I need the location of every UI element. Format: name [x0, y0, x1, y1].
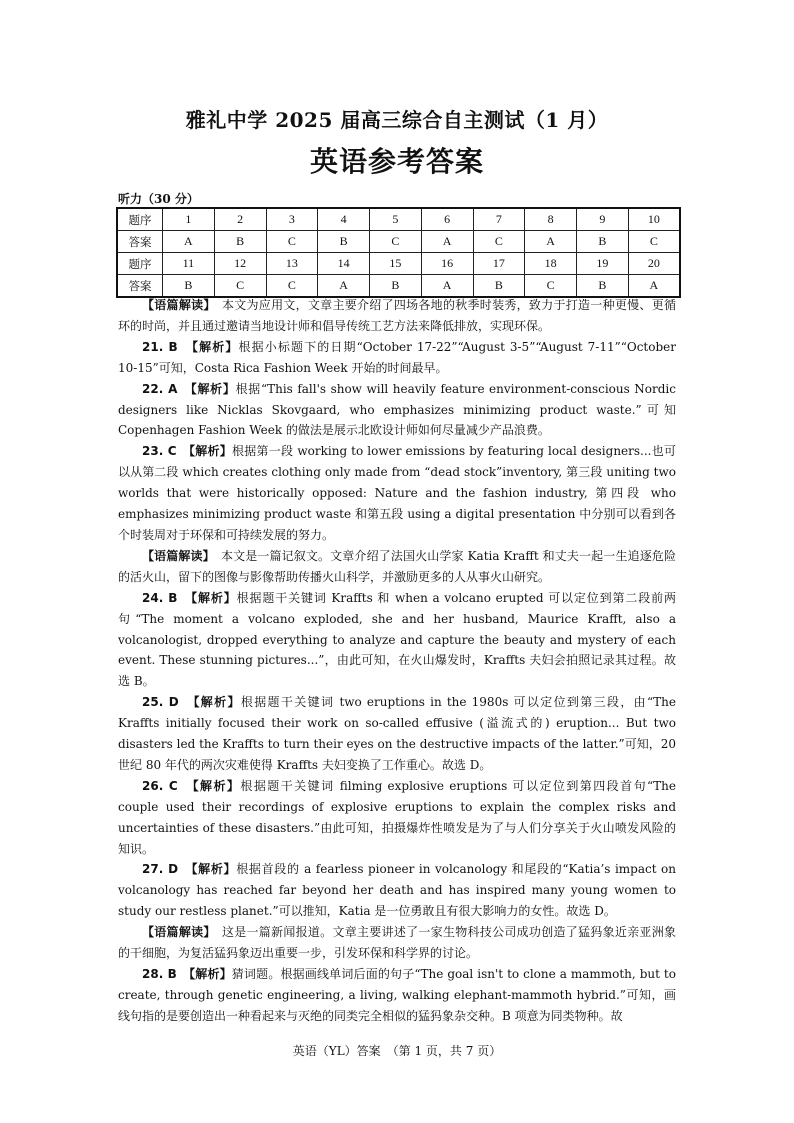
- table-cell: B: [577, 231, 629, 253]
- table-cell: A: [163, 231, 215, 253]
- row-header-cell: 答案: [117, 231, 163, 253]
- table-cell: 6: [421, 208, 473, 231]
- table-cell: 2: [214, 208, 266, 231]
- table-cell: A: [628, 275, 680, 298]
- table-cell: 9: [577, 208, 629, 231]
- table-cell: 13: [266, 253, 318, 275]
- table-cell: 19: [577, 253, 629, 275]
- table-cell: 5: [370, 208, 422, 231]
- explanation-paragraph: [118, 295, 676, 337]
- row-header-cell: 答案: [117, 275, 163, 298]
- table-cell: B: [214, 231, 266, 253]
- paragraph-tag: 27. D 【解析】: [142, 862, 237, 877]
- paragraph-tag: 26. C 【解析】: [142, 778, 241, 793]
- table-cell: 14: [318, 253, 370, 275]
- answer-explanations: [118, 295, 676, 1027]
- table-cell: 12: [214, 253, 266, 275]
- paragraph-text: 本文为应用文，文章主要介绍了四场各地的秋季时装秀，致力于打造一种更慢、更循环的时尚，并且通过邀请当地设计师和倡导传统工艺方法来降低排放，实现环保。: [118, 298, 676, 333]
- paragraph-text: 本文是一篇记叙文。文章介绍了法国火山学家 Katia Krafft 和丈夫一起一生追逐危险的活火山，留下的图像与影像帮助传播火山科学，并激励更多的人从事火山研究。: [118, 548, 676, 584]
- explanation-paragraph: [118, 546, 676, 588]
- paragraph-tag: 28. B 【解析】: [142, 967, 232, 981]
- paragraph-tag: 23. C 【解析】: [142, 444, 233, 459]
- table-cell: A: [318, 275, 370, 298]
- table-cell: 20: [628, 253, 680, 275]
- table-row: [117, 253, 680, 275]
- explanation-paragraph: [118, 441, 676, 546]
- listening-answer-table: [116, 207, 681, 298]
- table-cell: C: [473, 231, 525, 253]
- exam-title: 雅礼中学 2025 届高三综合自主测试（1 月）: [185, 108, 609, 132]
- page-title: 英语参考答案: [309, 145, 484, 178]
- table-row: [117, 231, 680, 253]
- table-cell: 11: [163, 253, 215, 275]
- paragraph-text: 根据首段的 a fearless pioneer in volcanology 和尾段的“Katia’s impact on volcanology has reached far beyond her death and has inspired many young women to study our restless planet.”可以推知，Katia 是一位勇敢且有很大影响力的女性。故选 D。: [118, 862, 676, 919]
- paragraph-text: 猜词题。根据画线单词后面的句子“The goal isn't to clone a mammoth, but to create, through genetic engineering, a living, walking elephant-mammoth hybrid.”可知，画线句指的是要创造出一种看起来与灭绝的同类完全相似的猛犸象杂交种。B 项意为同类物种。故: [118, 967, 676, 1023]
- explanation-paragraph: [118, 337, 676, 379]
- paragraph-tag: 21. B 【解析】: [142, 339, 239, 354]
- table-cell: B: [370, 275, 422, 298]
- table-cell: C: [266, 275, 318, 298]
- table-cell: 8: [525, 208, 577, 231]
- table-cell: C: [214, 275, 266, 298]
- table-row: [117, 275, 680, 298]
- table-cell: B: [163, 275, 215, 298]
- explanation-paragraph: [118, 859, 676, 922]
- table-cell: A: [525, 231, 577, 253]
- table-cell: C: [266, 231, 318, 253]
- explanation-paragraph: [118, 776, 676, 860]
- table-cell: B: [473, 275, 525, 298]
- table-row: [117, 208, 680, 231]
- paragraph-text: 根据“This fall's show will heavily feature environment-conscious Nordic designers like Nicklas Skovgaard, who emphasizes minimizing product waste.”可知 Copenhagen Fashion Week 的做法是展示北欧设计师如何尽量减少产品浪费。: [118, 381, 676, 438]
- table-cell: C: [628, 231, 680, 253]
- table-cell: 7: [473, 208, 525, 231]
- paragraph-text: 这是一篇新闻报道。文章主要讲述了一家生物科技公司成功创造了猛犸象近亲亚洲象的干细胞，为复活猛犸象迈出重要一步，引发环保和科学界的讨论。: [118, 925, 676, 961]
- table-cell: A: [421, 275, 473, 298]
- explanation-paragraph: [118, 964, 676, 1027]
- table-cell: 10: [628, 208, 680, 231]
- paragraph-tag: 25. D 【解析】: [142, 695, 241, 710]
- table-cell: 16: [421, 253, 473, 275]
- paragraph-tag: 24. B 【解析】: [142, 590, 237, 605]
- page-footer: 英语（YL）答案 （第 1 页，共 7 页）: [292, 1044, 502, 1058]
- paragraph-text: 根据小标题下的日期“October 17-22”“August 3-5”“August 7-11”“October 10-15”可知，Costa Rica Fashion Week 开始的时间最早。: [118, 339, 676, 375]
- table-cell: 4: [318, 208, 370, 231]
- paragraph-tag: 22. A 【解析】: [142, 381, 236, 396]
- table-cell: 3: [266, 208, 318, 231]
- explanation-paragraph: [118, 588, 676, 693]
- paragraph-text: 根据题干关键词 filming explosive eruptions 可以定位到第四段首句“The couple used their recordings of explosive eruptions to explain the complex risks and uncertainties of these disasters.”由此可知，拍摄爆炸性喷发是为了与人们分享关于火山喷发风险的知识。: [118, 778, 676, 856]
- row-header-cell: 题序: [117, 253, 163, 275]
- table-cell: B: [577, 275, 629, 298]
- paragraph-text: 根据题干关键词 two eruptions in the 1980s 可以定位到第三段，由“The Kraffts initially focused their work on so-called effusive (溢流式的) eruption... But two disasters led the Kraffts to turn their eyes on the destructive impacts of the latter.”可知，20 世纪 80 年代的两次灾难使得 Kraffts 夫妇变换了工作重心。故选 D。: [118, 695, 676, 772]
- paragraph-text: 根据第一段 working to lower emissions by featuring local designers...也可以从第二段 which creates clothing only made from “dead stock”inventory, 第三段 uniting two worlds that were historically opposed: Nature and the fashion industry, 第四段 who emphasizes minimizing product waste 和第五段 using a digital presentation 中分别可以看到各个时装周对于环保和可持续发展的努力。: [118, 444, 677, 542]
- paragraph-text: 根据题干关键词 Kraffts 和 when a volcano erupted 可以定位到第二段前两句“The moment a volcano exploded, she and her husband, Maurice Krafft, also a volcanologist, dropped everything to analyze and capture the beauty and mystery of each event. These stunning pictures...”，由此可知，在火山爆发时，Kraffts 夫妇会拍照记录其过程。故选 B。: [118, 590, 676, 689]
- listening-section-label: 听力（30 分）: [118, 192, 199, 206]
- explanation-paragraph: [118, 692, 676, 776]
- row-header-cell: 题序: [117, 208, 163, 231]
- paragraph-tag: 【语篇解读】: [142, 548, 209, 563]
- paragraph-tag: 【语篇解读】: [142, 298, 210, 312]
- explanation-paragraph: [118, 379, 676, 442]
- table-cell: 17: [473, 253, 525, 275]
- table-cell: 15: [370, 253, 422, 275]
- table-cell: C: [525, 275, 577, 298]
- table-cell: C: [370, 231, 422, 253]
- table-cell: 1: [163, 208, 215, 231]
- explanation-paragraph: [118, 922, 676, 964]
- table-cell: B: [318, 231, 370, 253]
- paragraph-tag: 【语篇解读】: [142, 925, 210, 940]
- table-cell: A: [421, 231, 473, 253]
- table-cell: 18: [525, 253, 577, 275]
